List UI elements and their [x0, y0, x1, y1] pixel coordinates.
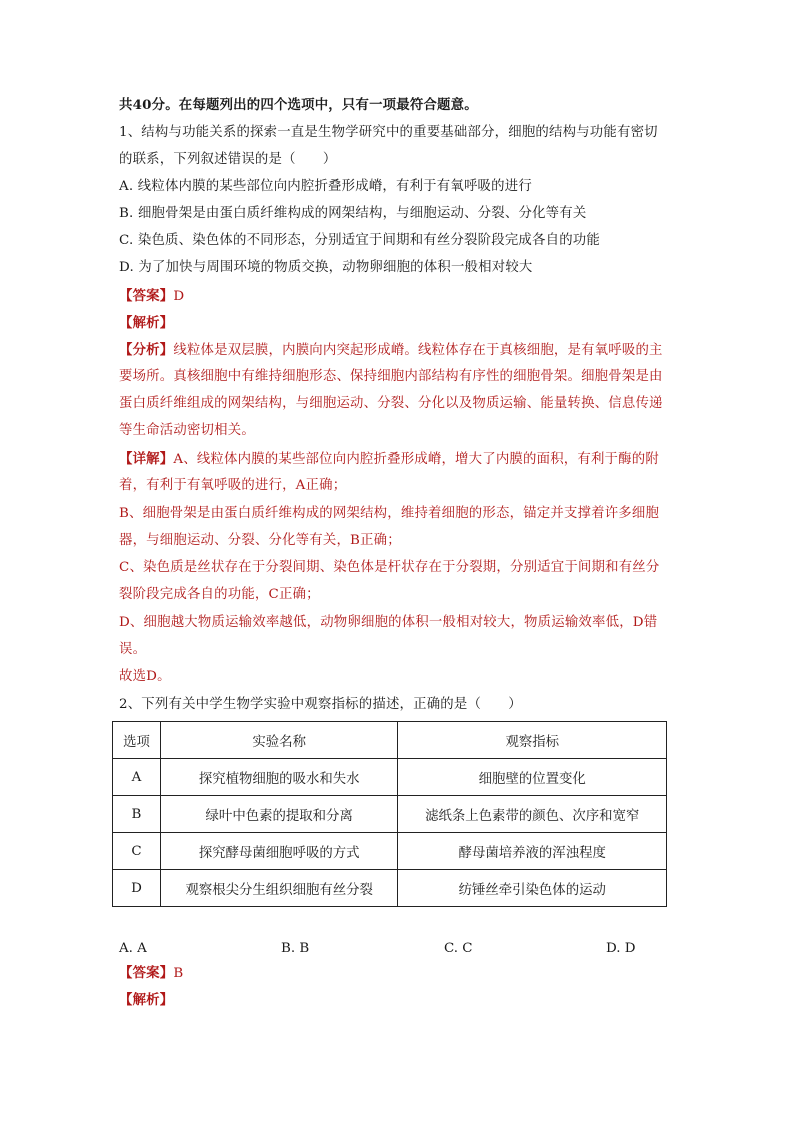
table-header-cell: 选项 [113, 722, 161, 759]
table-cell: 探究酵母菌细胞呼吸的方式 [160, 833, 398, 870]
q1-option-c: C. 染色质、染色体的不同形态，分别适宜于间期和有丝分裂阶段完成各自的功能 [119, 233, 600, 248]
table-row [113, 759, 667, 796]
table-cell: 滤纸条上色素带的颜色、次序和宽窄 [398, 796, 667, 833]
q1-xiangjie-line6: 裂阶段完成各自的功能，C正确； [119, 587, 320, 602]
q2-option-c: C. C [444, 941, 473, 956]
q1-answer-line [119, 287, 184, 306]
table-header-row [113, 722, 667, 759]
q2-analysis-tag: 【解析】 [119, 992, 174, 1008]
q1-xiangjie-line7: D、细胞越大物质运输效率越低，动物卵细胞的体积一般相对较大，物质运输效率低，D错 [119, 615, 658, 630]
q2-option-d: D. D [606, 941, 636, 956]
intro-line: 共40分。在每题列出的四个选项中，只有一项最符合题意。 [119, 97, 478, 113]
q1-option-d: D. 为了加快与周围环境的物质交换，动物卵细胞的体积一般相对较大 [119, 260, 533, 275]
q1-option-a: A. 线粒体内膜的某些部位向内腔折叠形成嵴，有利于有氧呼吸的进行 [119, 179, 532, 194]
fenxi-text: 线粒体是双层膜，内膜向内突起形成嵴。线粒体存在于真核细胞，是有氧呼吸的主 [173, 343, 663, 358]
table-cell: A [113, 759, 161, 796]
fenxi-tag: 【分析】 [119, 342, 174, 358]
table-row [113, 833, 667, 870]
q2-answer-line [119, 964, 183, 983]
q1-xiangjie-line1 [119, 450, 659, 469]
answer-value: B [173, 966, 184, 981]
table-cell: B [113, 796, 161, 833]
q1-stem-line1: 1、结构与功能关系的探索一直是生物学研究中的重要基础部分，细胞的结构与功能有密切 [119, 125, 658, 140]
table-row [113, 870, 667, 907]
q1-xiangjie-line4: 器，与细胞运动、分裂、分化等有关，B正确； [119, 533, 401, 548]
observation-table [112, 721, 667, 907]
table-cell: 绿叶中色素的提取和分离 [160, 796, 398, 833]
q1-xiangjie-line8: 误。 [119, 642, 147, 657]
q1-fenxi-line4: 等生命活动密切相关。 [119, 423, 255, 438]
q1-fenxi-line3: 蛋白质纤维组成的网架结构，与细胞运动、分裂、分化以及物质运输、能量转换、信息传递 [119, 396, 663, 411]
q2-option-b: B. B [281, 941, 310, 956]
table-row [113, 796, 667, 833]
answer-tag: 【答案】 [119, 965, 174, 981]
table-cell: 观察根尖分生组织细胞有丝分裂 [160, 870, 398, 907]
table-cell: 纺锤丝牵引染色体的运动 [398, 870, 667, 907]
q1-option-b: B. 细胞骨架是由蛋白质纤维构成的网架结构，与细胞运动、分裂、分化等有关 [119, 206, 587, 221]
q1-fenxi-line1 [119, 341, 663, 360]
q1-xiangjie-line5: C、染色质是丝状存在于分裂间期、染色体是杆状存在于分裂期，分别适宜于间期和有丝分 [119, 560, 660, 575]
q1-fenxi-line2: 要场所。真核细胞中有维持细胞形态、保持细胞内部结构有序性的细胞骨架。细胞骨架是由 [119, 369, 663, 384]
table-cell: 酵母菌培养液的浑浊程度 [398, 833, 667, 870]
q2-stem: 2、下列有关中学生物学实验中观察指标的描述，正确的是（ ） [119, 697, 522, 712]
q1-xiangjie-line2: 着，有利于有氧呼吸的进行，A正确； [119, 478, 347, 493]
q2-option-a: A. A [119, 941, 147, 956]
q1-conclusion: 故选D。 [119, 669, 171, 684]
q1-stem-line2: 的联系，下列叙述错误的是（ ） [119, 152, 337, 167]
q1-xiangjie-line3: B、细胞骨架是由蛋白质纤维构成的网架结构，维持着细胞的形态，锚定并支撑着许多细胞 [119, 506, 660, 521]
table-cell: 探究植物细胞的吸水和失水 [160, 759, 398, 796]
table-cell: 细胞壁的位置变化 [398, 759, 667, 796]
table-header-cell: 实验名称 [160, 722, 398, 759]
table-cell: C [113, 833, 161, 870]
table-cell: D [113, 870, 161, 907]
xiangjie-tag: 【详解】 [119, 451, 174, 467]
table-header-cell: 观察指标 [398, 722, 667, 759]
xiangjie-text: A、线粒体内膜的某些部位向内腔折叠形成嵴，增大了内膜的面积，有利于酶的附 [173, 452, 659, 467]
q1-analysis-tag: 【解析】 [119, 315, 174, 331]
answer-value: D [173, 289, 185, 304]
answer-tag: 【答案】 [119, 288, 174, 304]
